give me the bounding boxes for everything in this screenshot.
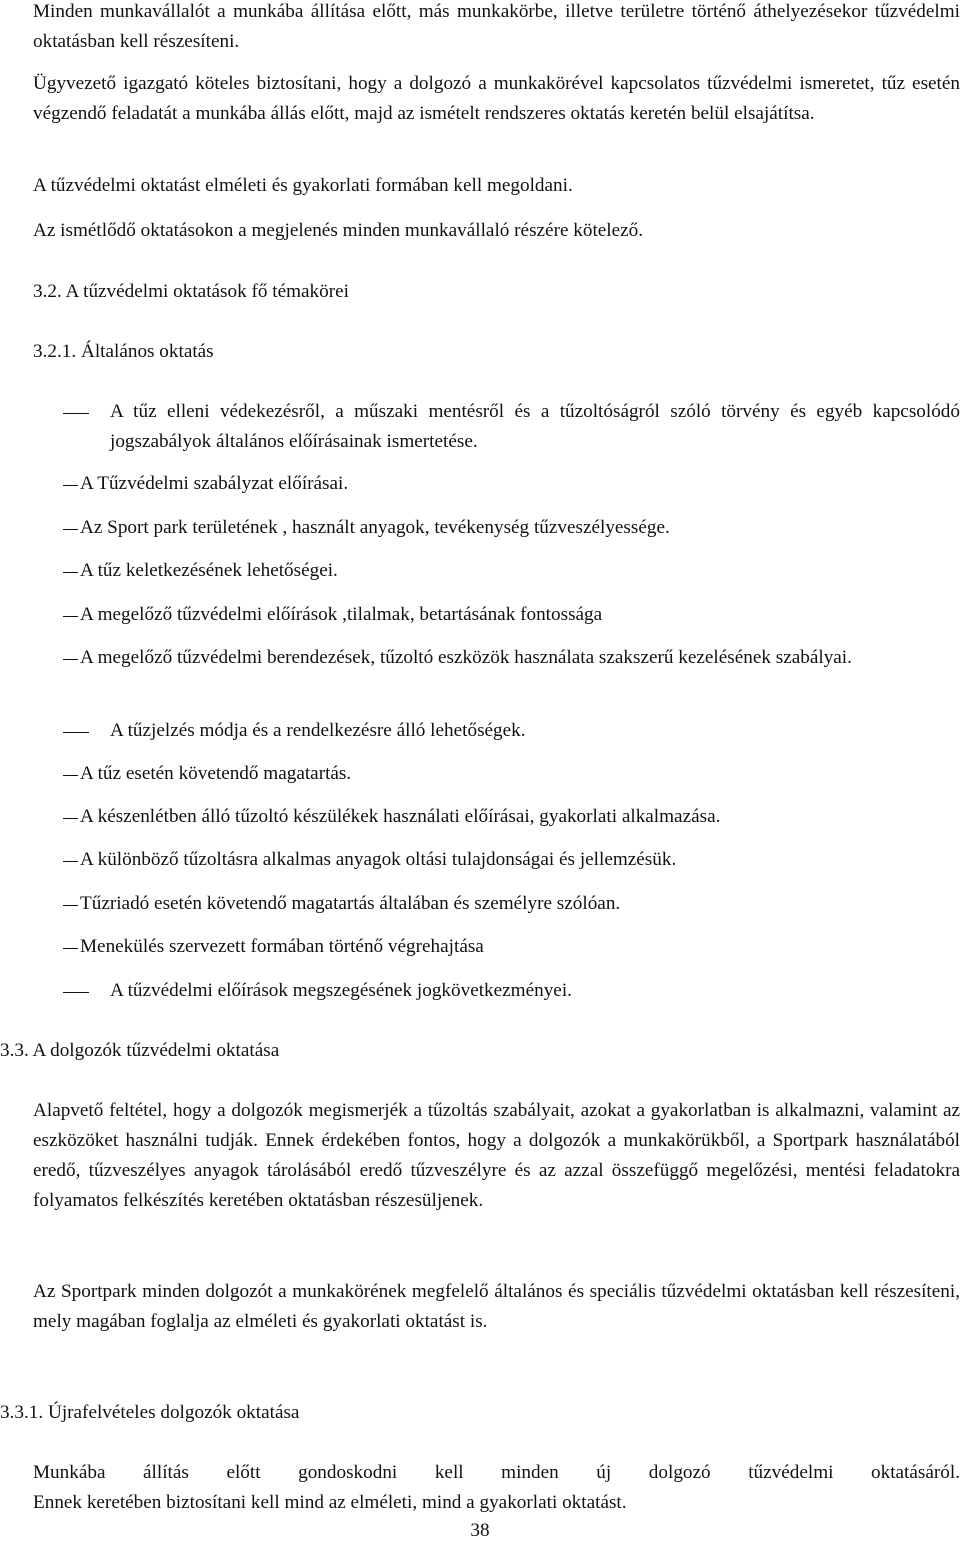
intro-paragraph-3: A tűzvédelmi oktatást elméleti és gyakorlati formában kell megoldani. <box>33 175 573 196</box>
dash-bullet-icon <box>63 572 78 573</box>
section-3-3-1-paragraph-2: Ennek keretében biztosítani kell mind az elméleti, mind a gyakorlati oktatást. <box>33 1492 627 1513</box>
document-page: Minden munkavállalót a munkába állítása előtt, más munkakörbe, illetve területre történő áthelyezésekor tűzvédelmi oktatásban kell részesíteni. Ügyvezető igazgató köteles biztosítani, hogy a dolgozó a munkakörével kapcsolatos tűzvédelmi ismeretet, tűz esetén végzendő feladatát a munkába állás előtt, majd az ismételt rendszeres oktatás keretén belül elsajátítsa. A tűzvédelmi oktatást elméleti és gyakorlati formában kell megoldani. Az ismétlődő oktatásokon a megjelenés minden munkavállaló részére kötelező. 3.2. A tűzvédelmi oktatások fő témakörei 3.2.1. Általános oktatás A tűz elleni védekezésről, a műszaki mentésről és a tűzoltóságról szóló törvény és egyéb kapcsolódó jogszabályok általános előírásainak ismertetése. A Tűzvédelmi szabályzat előírásai. Az Sport park területének , használt anyagok, tevékenység tűzveszélyessége. A tűz keletkezésének lehetőségei. A megelőző tűzvédelmi előírások ,tilalmak, betartásának fontossága A megelőző tűzvédelmi berendezések, tűzoltó eszközök használata szakszerű kezelésének szabályai. A tűzjelzés módja és a rendelkezésre álló lehetőségek. A tűz esetén követendő magatartás. A készenlétben álló tűzoltó készülékek használati előírásai, gyakorlati alkalmazása. A különböző tűzoltásra alkalmas anyagok oltási tulajdonságai és jellemzésük. Tűzriadó esetén követendő magatartás általában és személyre szólóan. Menekülés szervezett formában történő végrehajtása A tűzvédelmi előírások megszegésének jogkövetkezményei. 3.3. A dolgozók tűzvédelmi oktatása Alapvető feltétel, hogy a dolgozók megismerjék a tűzoltás szabályait, azokat a gyakorlatban is alkalmazni, valamint az eszközöket használni tudják. Ennek érdekében fontos, hogy a dolgozók a munkakörükből, a Sportpark használatából eredő, tűzveszélyes anyagok tárolásából eredő tűzveszélyre és az azzal összefüggő megelőzési, mentési feladatokra folyamatos felkészítés keretében oktatásban részesüljenek. Az Sportpark minden dolgozót a munkakörének megfelelő általános és speciális tűzvédelmi oktatásban kell részesíteni, mely magában foglalja az elméleti és gyakorlati oktatást is. 3.3.1. Újrafelvételes dolgozók oktatása Munkába állítás előtt gondoskodni kell minden új dolgozó tűzvédelmi oktatásáról. Ennek keretében biztosítani kell mind az elméleti, mind a gyakorlati oktatást. 38 <box>0 0 960 1543</box>
dash-bullet-icon <box>63 818 78 819</box>
dash-bullet-icon <box>63 529 78 530</box>
section-3-3-1-paragraph-1: Munkába állítás előtt gondoskodni kell minden új dolgozó tűzvédelmi oktatásáról. <box>33 1462 960 1483</box>
intro-paragraph-1: Minden munkavállalót a munkába állítása előtt, más munkakörbe, illetve területre történő áthelyezésekor tűzvédelmi oktatásban kell részesíteni. <box>33 1 960 52</box>
dash-bullet-icon <box>63 413 89 414</box>
heading-3-2: 3.2. A tűzvédelmi oktatások fő témakörei <box>33 281 349 302</box>
section-3-3-paragraph-1: Alapvető feltétel, hogy a dolgozók megismerjék a tűzoltás szabályait, azokat a gyakorlatban is alkalmazni, valamint az eszközöket használni tudják. Ennek érdekében fontos, hogy a dolgozók a munkakörükből, a Sportpark használatából eredő, tűzveszélyes anyagok tárolásából eredő tűzveszélyre és az azzal összefüggő megelőzési, mentési feladatokra folyamatos felkészítés keretében oktatásban részesüljenek. <box>33 1100 960 1211</box>
dash-bullet-icon <box>63 861 78 862</box>
dash-bullet-icon <box>63 732 89 733</box>
dash-bullet-icon <box>63 485 78 486</box>
dash-bullet-icon <box>63 992 89 993</box>
page-number: 38 <box>470 1520 490 1541</box>
dash-bullet-icon <box>63 948 78 949</box>
heading-3-2-1: 3.2.1. Általános oktatás <box>33 341 214 362</box>
dash-bullet-icon <box>63 659 78 660</box>
intro-paragraph-2: Ügyvezető igazgató köteles biztosítani, hogy a dolgozó a munkakörével kapcsolatos tűzvédelmi ismeretet, tűz esetén végzendő feladatát a munkába állás előtt, majd az ismételt rendszeres oktatás keretén belül elsajátítsa. <box>33 73 960 124</box>
dash-bullet-icon <box>63 905 78 906</box>
section-3-3-paragraph-2: Az Sportpark minden dolgozót a munkakörének megfelelő általános és speciális tűzvédelmi oktatásban kell részesíteni, mely magában foglalja az elméleti és gyakorlati oktatást is. <box>33 1281 960 1332</box>
dash-bullet-icon <box>63 616 78 617</box>
heading-3-3: 3.3. A dolgozók tűzvédelmi oktatása <box>0 1040 280 1061</box>
heading-3-3-1: 3.3.1. Újrafelvételes dolgozók oktatása <box>0 1402 300 1423</box>
dash-bullet-icon <box>63 775 78 776</box>
intro-paragraph-4: Az ismétlődő oktatásokon a megjelenés minden munkavállaló részére kötelező. <box>33 220 644 241</box>
